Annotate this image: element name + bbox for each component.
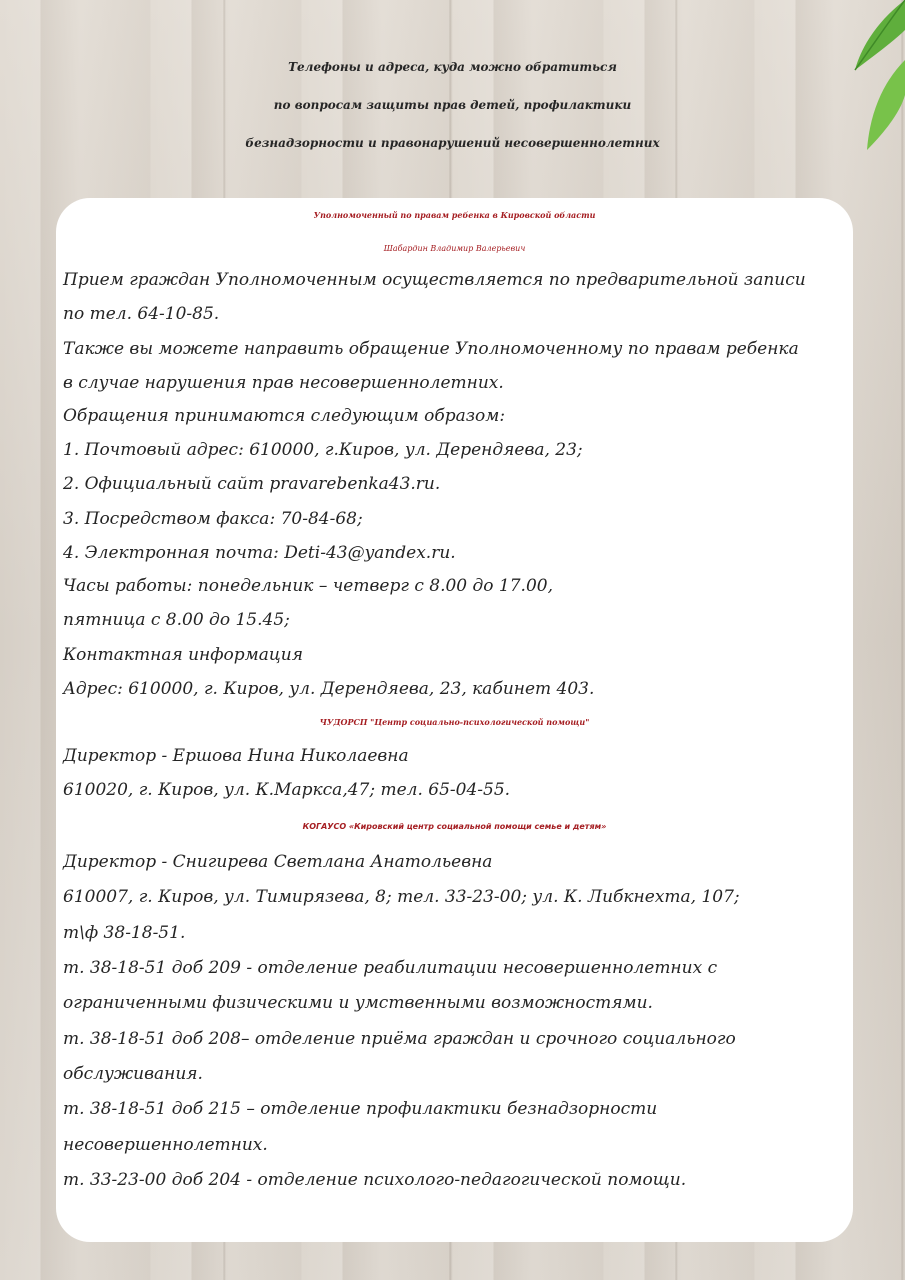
kogauso-heading: КОГАУСО «Кировский центр социальной помощи семье и детям» (302, 822, 607, 831)
ombudsman-line: в случае нарушения прав несовершеннолетних. (63, 373, 504, 393)
page-title (0, 48, 905, 162)
postal-address: 1. Почтовый адрес: 610000, г.Киров, ул. Дерендяева, 23; (63, 440, 583, 460)
kogauso-director: Директор - Снигирева Светлана Анатольевна (63, 852, 493, 872)
kogauso-phone-215: т. 38-18-51 доб 215 – отделение профилактики безнадзорности (63, 1099, 658, 1119)
kogauso-phone-204: т. 33-23-00 доб 204 - отделение психолого-педагогической помощи. (63, 1170, 687, 1190)
kogauso-phone-209-cont: ограниченными физическими и умственными возможностями. (63, 993, 653, 1013)
kogauso-phone-208: т. 38-18-51 доб 208– отделение приёма граждан и срочного социального (63, 1029, 736, 1049)
ombudsman-name: Шабардин Владимир Валерьевич (383, 244, 526, 253)
ombudsman-heading: Уполномоченный по правам ребенка в Кировской области (313, 210, 596, 220)
kogauso-phone-215-cont: несовершеннолетних. (63, 1135, 268, 1155)
ombudsman-line: Обращения принимаются следующим образом: (63, 406, 506, 426)
center-psych-heading: ЧУДОРСП "Центр социально-психологической помощи" (319, 717, 590, 727)
title-line: Телефоны и адреса, куда можно обратиться (288, 60, 617, 74)
email-address: 4. Электронная почта: Deti-43@yandex.ru. (63, 543, 456, 563)
official-site: 2. Официальный сайт pravarebenka43.ru. (63, 474, 441, 494)
kogauso-phone-208-cont: обслуживания. (63, 1064, 203, 1084)
working-hours-friday: пятница с 8.00 до 15.45; (63, 610, 290, 630)
title-line: безнадзорности и правонарушений несовершеннолетних (245, 136, 660, 150)
kogauso-address: 610007, г. Киров, ул. Тимирязева, 8; тел. 33-23-00; ул. К. Либкнехта, 107; (63, 887, 740, 907)
ombudsman-line: Также вы можете направить обращение Уполномоченному по правам ребенка (63, 339, 799, 359)
title-line: по вопросам защиты прав детей, профилактики (273, 98, 632, 112)
center-psych-director: Директор - Ершова Нина Николаевна (63, 746, 409, 766)
ombudsman-line: Прием граждан Уполномоченным осуществляется по предварительной записи (63, 270, 806, 290)
info-card (56, 198, 853, 1242)
office-address: Адрес: 610000, г. Киров, ул. Дерендяева, 23, кабинет 403. (63, 679, 595, 699)
kogauso-phone-209: т. 38-18-51 доб 209 - отделение реабилитации несовершеннолетних с (63, 958, 718, 978)
contact-info-label: Контактная информация (63, 645, 303, 665)
working-hours: Часы работы: понедельник – четверг с 8.00 до 17.00, (63, 576, 553, 596)
ombudsman-line: по тел. 64-10-85. (63, 304, 220, 324)
fax-number: 3. Посредством факса: 70-84-68; (63, 509, 363, 529)
center-psych-address: 610020, г. Киров, ул. К.Маркса,47; тел. 65-04-55. (63, 780, 511, 800)
kogauso-fax: т\ф 38-18-51. (63, 923, 186, 943)
